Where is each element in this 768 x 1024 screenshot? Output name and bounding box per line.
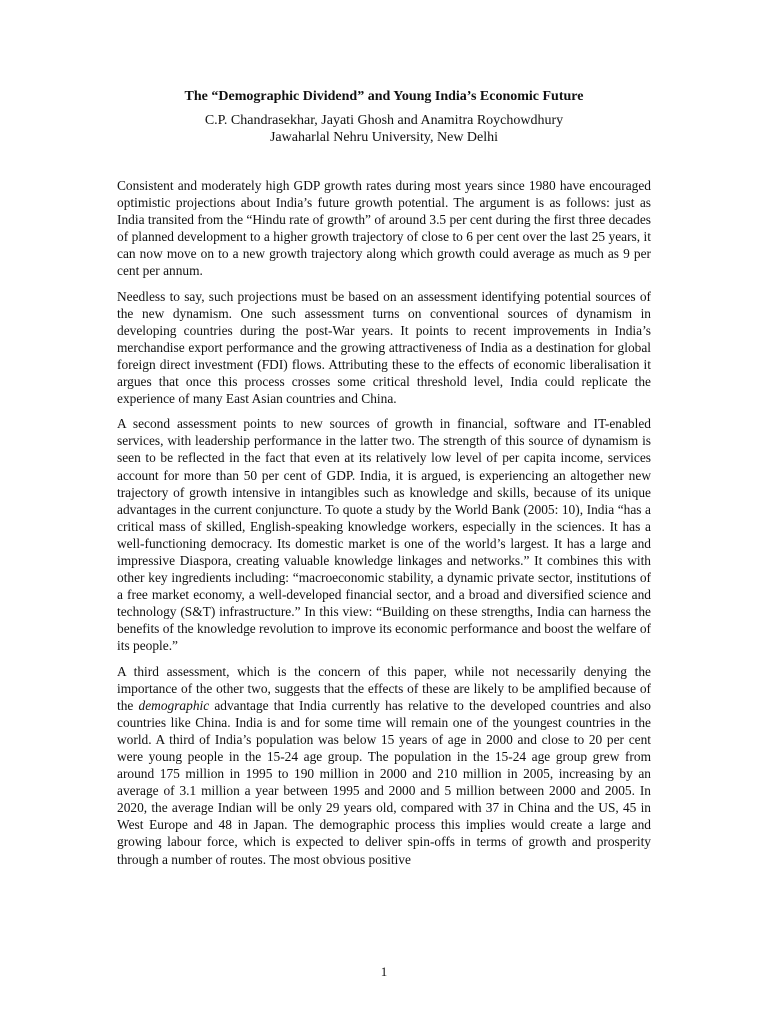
page-number: 1	[380, 964, 388, 979]
body-paragraph-4	[117, 663, 651, 868]
body-paragraph-1: Consistent and moderately high GDP growth rates during most years since 1980 have encouraged optimistic projections about India’s future growth potential. The argument is as follows: just as India transited from the “Hindu rate of growth” of around 3.5 per cent during the first three decades of planned development to a higher growth trajectory of close to 6 per cent over the last 25 years, it can now move on to a new growth trajectory along which growth could average as much as 9 per cent per annum.	[117, 178, 651, 279]
paragraph-text-start: A third assessment, which is the concern of this paper, while not necessarily denying the importance of the other two, suggests that the effects of these are likely to be amplified because of the	[117, 663, 651, 713]
author-list: C.P. Chandrasekhar, Jayati Ghosh and Anamitra Roychowdhury	[204, 113, 564, 128]
body-paragraph-3: A second assessment points to new sources of growth in financial, software and IT-enabled services, with leadership performance in the latter two. The strength of this source of dynamism is seen to be reflected in the fact that even at its relatively low level of per capita income, services account for more than 50 per cent of GDP. India, it is argued, is experiencing an altogether new trajectory of growth intensive in intangibles such as knowledge and skills, because of its unique advantages in the current conjuncture. To quote a study by the World Bank (2005: 10), India “has a critical mass of skilled, English-speaking knowledge workers, especially in the sciences. It has a well-functioning democracy. Its domestic market is one of the world’s largest. It has a large and impressive Diaspora, creating valuable knowledge linkages and networks.” It combines this with other key ingredients including: “macroeconomic stability, a dynamic private sector, institutions of a free market economy, a well-developed financial sector, and a broad and diversified science and technology (S&T) infrastructure.” In this view: “Building on these strengths, India can harness the benefits of the knowledge revolution to improve its economic performance and boost the welfare of its people.”	[117, 416, 651, 654]
author-affiliation: Jawaharlal Nehru University, New Delhi	[269, 130, 499, 145]
emphasized-term: demographic	[138, 697, 210, 713]
paper-title: The “Demographic Dividend” and Young India’s Economic Future	[184, 89, 584, 104]
paragraph-text-end: advantage that India currently has relative to the developed countries and also countries like China. India is and for some time will remain one of the youngest countries in the world. A third of India’s population was below 15 years of age in 2000 and close to 20 per cent were young people in the 15-24 age group. The population in the 15-24 age group grew from around 175 million in 1995 to 190 million in 2000 and 210 million in 2005, increasing by an average of 3.1 million a year between 1995 and 2000 and 5 million between 2000 and 2005. In 2020, the average Indian will be only 29 years old, compared with 37 in China and the US, 45 in West Europe and 48 in Japan. The demographic process this implies would create a large and growing labour force, which is expected to deliver spin-offs in terms of growth and prosperity through a number of routes. The most obvious positive	[117, 697, 651, 867]
paper-body	[117, 177, 651, 876]
body-paragraph-2: Needless to say, such projections must be based on an assessment identifying potential sources of the new dynamism. One such assessment turns on conventional sources of dynamism in developing countries during the post-War years. It points to recent improvements in India’s merchandise export performance and the growing attractiveness of India as a destination for global foreign direct investment (FDI) flows. Attributing these to the effects of economic liberalisation it argues that once this process crosses some critical threshold level, India could replicate the experience of many East Asian countries and China.	[117, 288, 651, 407]
